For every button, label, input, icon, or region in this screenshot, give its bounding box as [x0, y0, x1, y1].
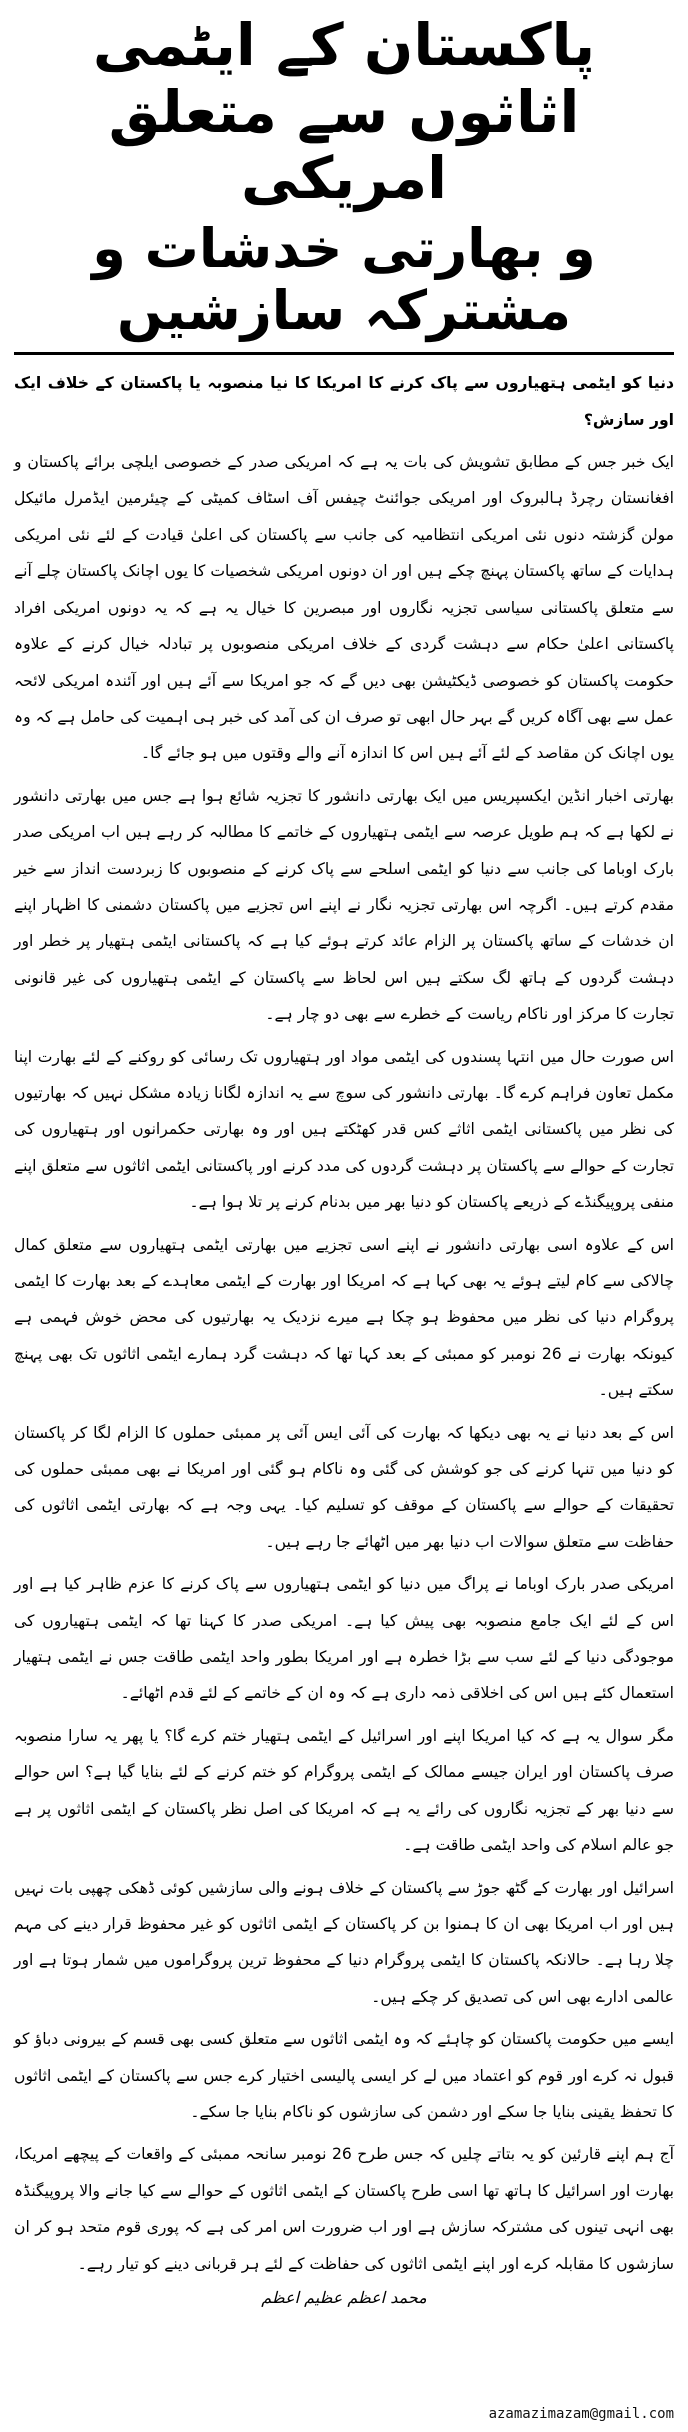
headline-line-1: پاکستان کے ایٹمی اثاثوں سے متعلق امریکی — [92, 11, 596, 213]
article-body — [14, 365, 674, 2282]
article-paragraph: بھارتی اخبار انڈین ایکسپریس میں ایک بھارتی دانشور کا تجزیہ شائع ہوا ہے جس میں بھارتی دانشور نے لکھا ہے کہ ہم طویل عرصہ سے ایٹمی ہتھیاروں کے خاتمے کا مطالبہ کر رہے ہیں اب امریکی صدر بارک اوباما کی جانب سے دنیا کو ایٹمی اسلحے سے پاک کرنے کے منصوبوں کا زبردست انداز سے خیر مقدم کرتے ہیں۔ اگرچہ اس بھارتی تجزیہ نگار نے اپنے اس تجزیے میں پاکستان دشمنی کا اظہار اپنے ان خدشات کے ساتھ پاکستان پر الزام عائد کرتے ہوئے کیا ہے کہ پاکستانی ایٹمی ہتھیار پر خطر اور دہشت گردوں کے ہاتھ لگ سکتے ہیں اس لحاظ سے پاکستان کے ایٹمی ہتھیاروں کی غیر قانونی تجارت کا مرکز اور ناکام ریاست کے خطرے سے بھی دو چار ہے۔ — [14, 786, 674, 1024]
author-signature: محمد اعظم عظیم اعظم — [261, 2287, 427, 2307]
article-paragraph: ایک خبر جس کے مطابق تشویش کی بات یہ ہے کہ امریکی صدر کے خصوصی ایلچی برائے پاکستان و افغانستان رچرڈ ہالبروک اور امریکی جوائنٹ چیفس آف اسٹاف کمیٹی کے چیئرمین ایڈمرل مائیکل مولن گزشتہ دنوں نئی امریکی انتظامیہ کی جانب سے پاکستان کی اعلیٰ قیادت کے لئے نئی امریکی ہدایات کے ساتھ پاکستان پہنچ چکے ہیں اور ان دونوں امریکی شخصیات کا یوں اچانک پاکستان چلے آنے سے متعلق پاکستانی سیاسی تجزیہ نگاروں اور مبصرین کا خیال یہ ہے کہ یہ دونوں امریکی افراد پاکستانی اعلیٰ حکام سے دہشت گردی کے خلاف امریکی منصوبوں پر تبادلہ خیال کرنے کے علاوہ حکومت پاکستان کو خصوصی ڈیکٹیشن بھی دیں گے کہ جو امریکا سے آئے ہیں اور آئندہ امریکی لائحہ عمل سے بھی آگاہ کریں گے بہر حال ابھی تو صرف ان کی آمد کی خبر ہی اہمیت کی حامل ہے کہ وہ یوں اچانک کن مقاصد کے لئے آئے ہیں اس کا اندازہ آنے والے وقتوں میں ہو جائے گا۔ — [14, 453, 674, 763]
article-paragraph: اسرائیل اور بھارت کے گٹھ جوڑ سے پاکستان کے خلاف ہونے والی سازشیں کوئی ڈھکی چھپی بات نہیں ہیں اور اب امریکا بھی ان کا ہمنوا بن کر پاکستان کے ایٹمی اثاثوں کو غیر محفوظ قرار دینے کی مہم چلا رہا ہے۔ حالانکہ پاکستان کا ایٹمی پروگرام دنیا کے محفوظ ترین پروگراموں میں شمار ہوتا ہے اور عالمی ادارے بھی اس کی تصدیق کر چکے ہیں۔ — [14, 1878, 674, 2006]
article-paragraph: آج ہم اپنے قارئین کو یہ بتاتے چلیں کہ جس طرح 26 نومبر سانحہ ممبئی کے واقعات کے پیچھے امریکا، بھارت اور اسرائیل کا ہاتھ تھا اسی طرح پاکستان کے ایٹمی اثاثوں کے حوالے سے کیا جانے والا پروپیگنڈہ بھی انہی تینوں کی مشترکہ سازش ہے اور اب ضرورت اس امر کی ہے کہ پوری قوم متحد ہو کر ان سازشوں کا مقابلہ کرے اور اپنے ایٹمی اثاثوں کی حفاظت کے لئے ہر قربانی دینے کو تیار رہے۔ — [14, 2145, 675, 2273]
headline — [14, 12, 674, 342]
headline-line-2: و بھارتی خدشات و مشترکہ سازشیں — [92, 217, 596, 343]
author-email[interactable]: azamazimazam@gmail.com — [488, 2406, 674, 2422]
article-paragraph: امریکی صدر بارک اوباما نے پراگ میں دنیا کو ایٹمی ہتھیاروں سے پاک کرنے کا عزم ظاہر کیا ہے اور اس کے لئے ایک جامع منصوبہ بھی پیش کیا ہے۔ امریکی صدر کا کہنا تھا کہ ایٹمی ہتھیاروں کی موجودگی دنیا کے لئے سب سے بڑا خطرہ ہے اور امریکا بطور واحد ایٹمی طاقت جس نے ایٹمی ہتھیار استعمال کئے ہیں اس کی اخلاقی ذمہ داری ہے کہ وہ ان کے خاتمے کے لئے قدم اٹھائے۔ — [14, 1575, 674, 1703]
article-paragraph: ایسے میں حکومت پاکستان کو چاہئے کہ وہ ایٹمی اثاثوں سے متعلق کسی بھی قسم کے بیرونی دباؤ کو قبول نہ کرے اور قوم کو اعتماد میں لے کر ایسی پالیسی اختیار کرے جس سے پاکستان کے ایٹمی اثاثوں کا تحفظ یقینی بنایا جا سکے اور دشمن کی سازشوں کو ناکام بنایا جا سکے۔ — [14, 2030, 674, 2121]
article-paragraph: اس کے علاوہ اسی بھارتی دانشور نے اپنے اسی تجزیے میں بھارتی ایٹمی ہتھیاروں سے متعلق کمال چالاکی سے کام لیتے ہوئے یہ بھی کہا ہے کہ امریکا اور بھارت کے ایٹمی معاہدے کے بعد بھارت کا ایٹمی پروگرام دنیا کی نظر میں محفوظ ہو چکا ہے میرے نزدیک یہ بھارتیوں کی محض خوش فہمی ہے کیونکہ بھارت نے 26 نومبر کو ممبئی کے بعد کہا تھا کہ دہشت گرد ہمارے ایٹمی اثاثوں تک بھی پہنچ سکتے ہیں۔ — [14, 1235, 674, 1400]
article-paragraph: اس کے بعد دنیا نے یہ بھی دیکھا کہ بھارت کی آئی ایس آئی پر ممبئی حملوں کا الزام لگا کر پاکستان کو دنیا میں تنہا کرنے کی جو کوشش کی گئی وہ ناکام ہو گئی اور امریکا نے بھی ممبئی حملوں کی تحقیقات کے حوالے سے پاکستان کے موقف کو تسلیم کیا۔ یہی وجہ ہے کہ بھارتی ایٹمی اثاثوں کی حفاظت سے متعلق سوالات اب دنیا بھر میں اٹھائے جا رہے ہیں۔ — [14, 1423, 674, 1551]
article-paragraph: اس صورت حال میں انتہا پسندوں کی ایٹمی مواد اور ہتھیاروں تک رسائی کو روکنے کے لئے بھارت اپنا مکمل تعاون فراہم کرے گا۔ بھارتی دانشور کی سوچ سے یہ اندازہ لگانا زیادہ مشکل نہیں کہ بھارتیوں کی نظر میں پاکستانی ایٹمی اثاثے کس قدر کھٹکتے ہیں اور وہ بھارتی حکمرانوں اور ہتھیاروں کی تجارت کے حوالے سے پاکستان پر دہشت گردوں کی مدد کرنے اور پاکستانی ایٹمی اثاثوں سے متعلق اپنے منفی پروپیگنڈے کے ذریعے پاکستان کو دنیا بھر میں بدنام کرنے پر تلا ہوا ہے۔ — [14, 1047, 674, 1212]
headline-divider — [14, 352, 674, 355]
article-paragraph: مگر سوال یہ ہے کہ کیا امریکا اپنے اور اسرائیل کے ایٹمی ہتھیار ختم کرے گا؟ یا پھر یہ سارا منصوبہ صرف پاکستان اور ایران جیسے ممالک کے ایٹمی پروگرام کو ختم کرنے کے لئے بنایا گیا ہے؟ اس حوالے سے دنیا بھر کے تجزیہ نگاروں کی رائے یہ ہے کہ امریکا کی اصل نظر پاکستان کے ایٹمی اثاثوں پر ہے جو عالم اسلام کی واحد ایٹمی طاقت ہے۔ — [14, 1726, 674, 1855]
article-lead: دنیا کو ایٹمی ہتھیاروں سے پاک کرنے کا امریکا کا نیا منصوبہ یا پاکستان کے خلاف ایک اور سازش؟ — [14, 374, 674, 429]
